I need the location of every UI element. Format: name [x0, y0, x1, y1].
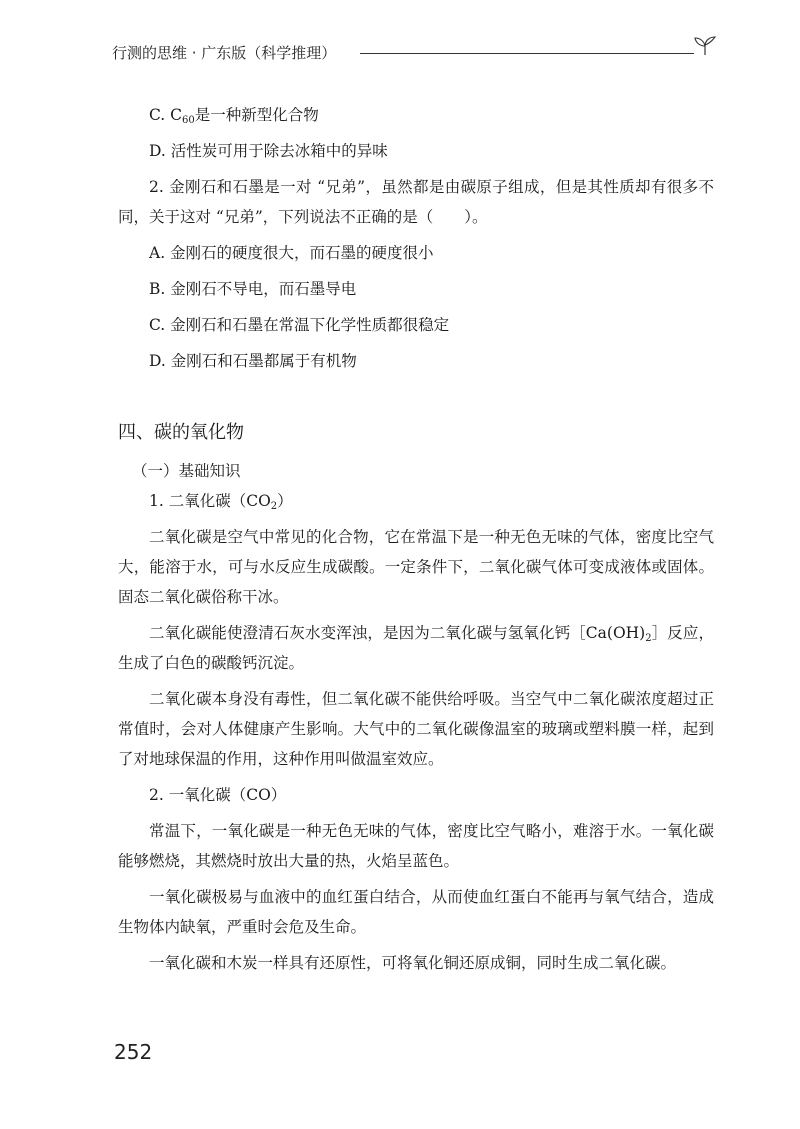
subscript: 2: [270, 501, 278, 512]
question-2-option-d: D. 金刚石和石墨都属于有机物: [149, 352, 357, 370]
subscript: 60: [182, 115, 195, 126]
page-number: 252: [114, 1040, 153, 1064]
question-2-option-a: A. 金刚石的硬度很大，而石墨的硬度很小: [149, 244, 434, 262]
co2-paragraph-1: 二氧化碳是空气中常见的化合物，它在常温下是一种无色无味的气体，密度比空气大，能溶于水，可与水反应生成碳酸。一定条件下，二氧化碳气体可变成液体或固体。固态二氧化碳俗称干冰。: [118, 528, 714, 606]
header-rule: [360, 53, 694, 54]
co-heading: 2. 一氧化碳（CO）: [149, 786, 287, 804]
co-paragraph-1: 常温下，一氧化碳是一种无色无味的气体，密度比空气略小，难溶于水。一氧化碳能够燃烧，其燃烧时放出大量的热，火焰呈蓝色。: [118, 822, 714, 870]
co2-heading: [118, 486, 714, 516]
co2-paragraph-2-tail: ］反应，生成了白色的碳酸钙沉淀。: [118, 624, 714, 672]
co2-heading-close: ）: [277, 492, 293, 510]
co2-paragraph-3: 二氧化碳本身没有毒性，但二氧化碳不能供给呼吸。当空气中二氧化碳浓度超过正常值时，会对人体健康产生影响。大气中的二氧化碳像温室的玻璃或塑料膜一样，起到了对地球保温的作用，这种作用叫做温室效应。: [118, 690, 714, 768]
co-paragraph-2: 一氧化碳极易与血液中的血红蛋白结合，从而使血红蛋白不能再与氧气结合，造成生物体内缺氧，严重时会危及生命。: [118, 888, 714, 936]
subsection-heading: （一）基础知识: [132, 462, 241, 480]
header-title: 行测的思维 · 广东版（科学推理）: [112, 44, 337, 62]
question-2-option-c: C. 金刚石和石墨在常温下化学性质都很稳定: [149, 316, 450, 334]
question-1-option-c: [118, 100, 714, 130]
sprout-icon: [694, 36, 716, 56]
page-body: [118, 100, 714, 978]
question-1-option-d: D. 活性炭可用于除去冰箱中的异味: [149, 142, 388, 160]
option-c-text: 是一种新型化合物: [194, 106, 319, 124]
subscript: 2: [645, 633, 652, 644]
question-2-option-b: B. 金刚石不导电，而石墨导电: [149, 280, 357, 298]
co2-paragraph-2: [118, 618, 714, 678]
running-header: [112, 36, 716, 66]
option-c-prefix: C. C: [149, 106, 183, 124]
co2-heading-text: 1. 二氧化碳（CO: [149, 492, 271, 510]
question-2-stem: 2. 金刚石和石墨是一对 “兄弟”，虽然都是由碳原子组成，但是其性质却有很多不同，关于这对 “兄弟”，下列说法不正确的是（ ）。: [118, 178, 714, 226]
co2-paragraph-2-text: 二氧化碳能使澄清石灰水变浑浊，是因为二氧化碳与氢氧化钙［Ca(OH): [149, 624, 646, 642]
co-paragraph-3: 一氧化碳和木炭一样具有还原性，可将氧化铜还原成铜，同时生成二氧化碳。: [149, 954, 677, 972]
section-heading: 四、碳的氧化物: [118, 422, 244, 443]
